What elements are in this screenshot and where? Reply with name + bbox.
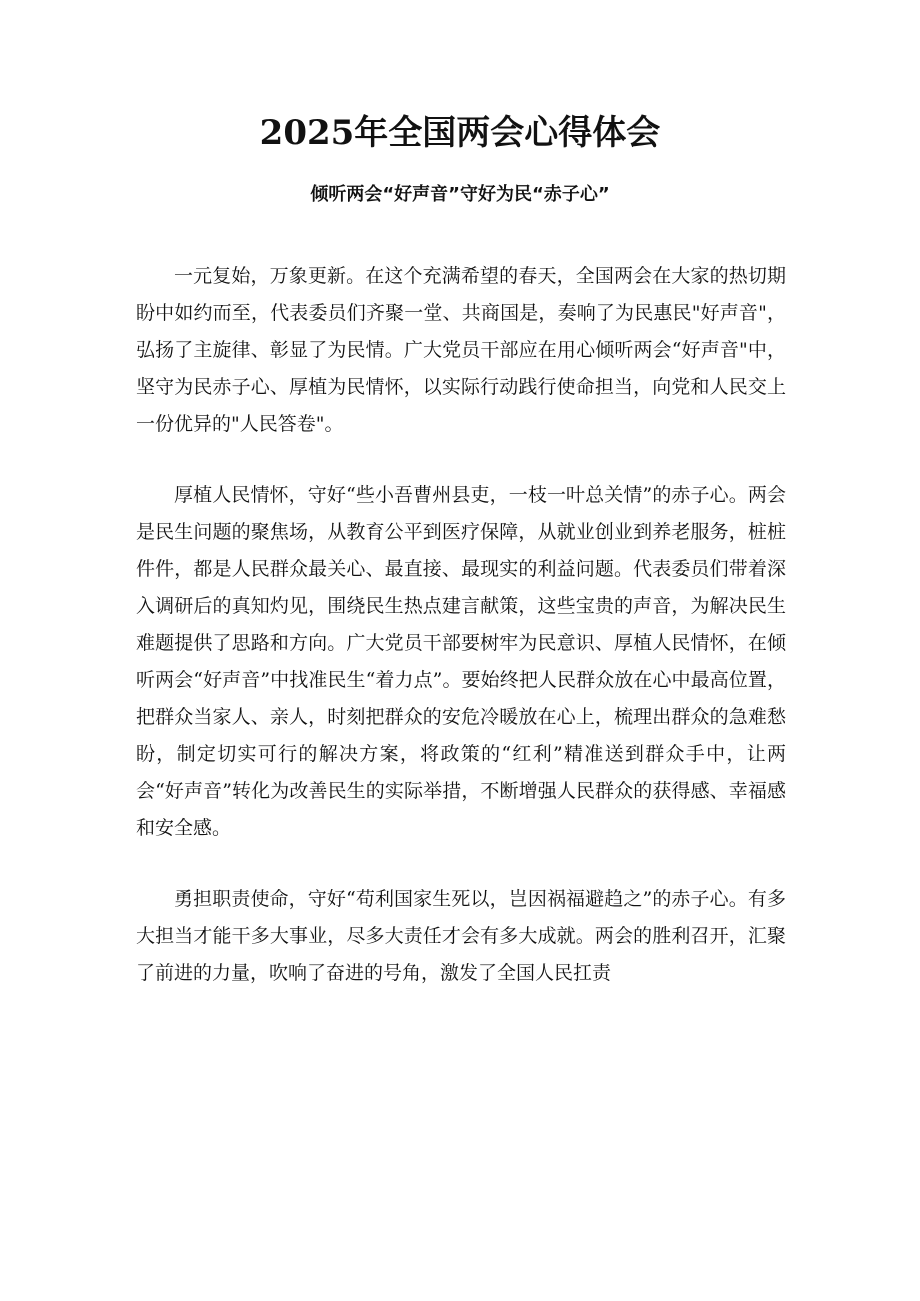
paragraph-1: 一元复始，万象更新。在这个充满希望的春天，全国两会在大家的热切期盼中如约而至，代表委员们齐聚一堂、共商国是，奏响了为民惠民"好声音"，弘扬了主旋律、彰显了为民情。广大党员干部应在用心倾听两会“好声音"中，坚守为民赤子心、厚植为民情怀，以实际行动践行使命担当，向党和人民交上一份优异的"人民答卷"。: [136, 265, 786, 435]
paragraph-3: 勇担职责使命，守好“苟利国家生死以，岂因祸福避趋之”的赤子心。有多大担当才能干多大事业，尽多大责任才会有多大成就。两会的胜利召开，汇聚了前进的力量，吹响了奋进的号角，激发了全国人民扛责: [136, 888, 786, 984]
document-title: 2025年全国两会心得体会: [259, 113, 661, 153]
document-body: [136, 258, 786, 992]
paragraph-2: 厚植人民情怀，守好“些小吾曹州县吏，一枝一叶总关情”的赤子心。两会是民生问题的聚焦场，从教育公平到医疗保障，从就业创业到养老服务，桩桩件件，都是人民群众最关心、最直接、最现实的利益问题。代表委员们带着深入调研后的真知灼见，围绕民生热点建言献策，这些宝贵的声音，为解决民生难题提供了思路和方向。广大党员干部要树牢为民意识、厚植人民情怀，在倾听两会“好声音”中找准民生“着力点”。要始终把人民群众放在心中最高位置，把群众当家人、亲人，时刻把群众的安危冷暖放在心上，梳理出群众的急难愁盼，制定切实可行的解决方案，将政策的“红利”精准送到群众手中，让两会“好声音”转化为改善民生的实际举措，不断增强人民群众的获得感、幸福感和安全感。: [136, 484, 786, 839]
document-subtitle: 倾听两会“好声音”守好为民“赤子心”: [310, 184, 610, 205]
